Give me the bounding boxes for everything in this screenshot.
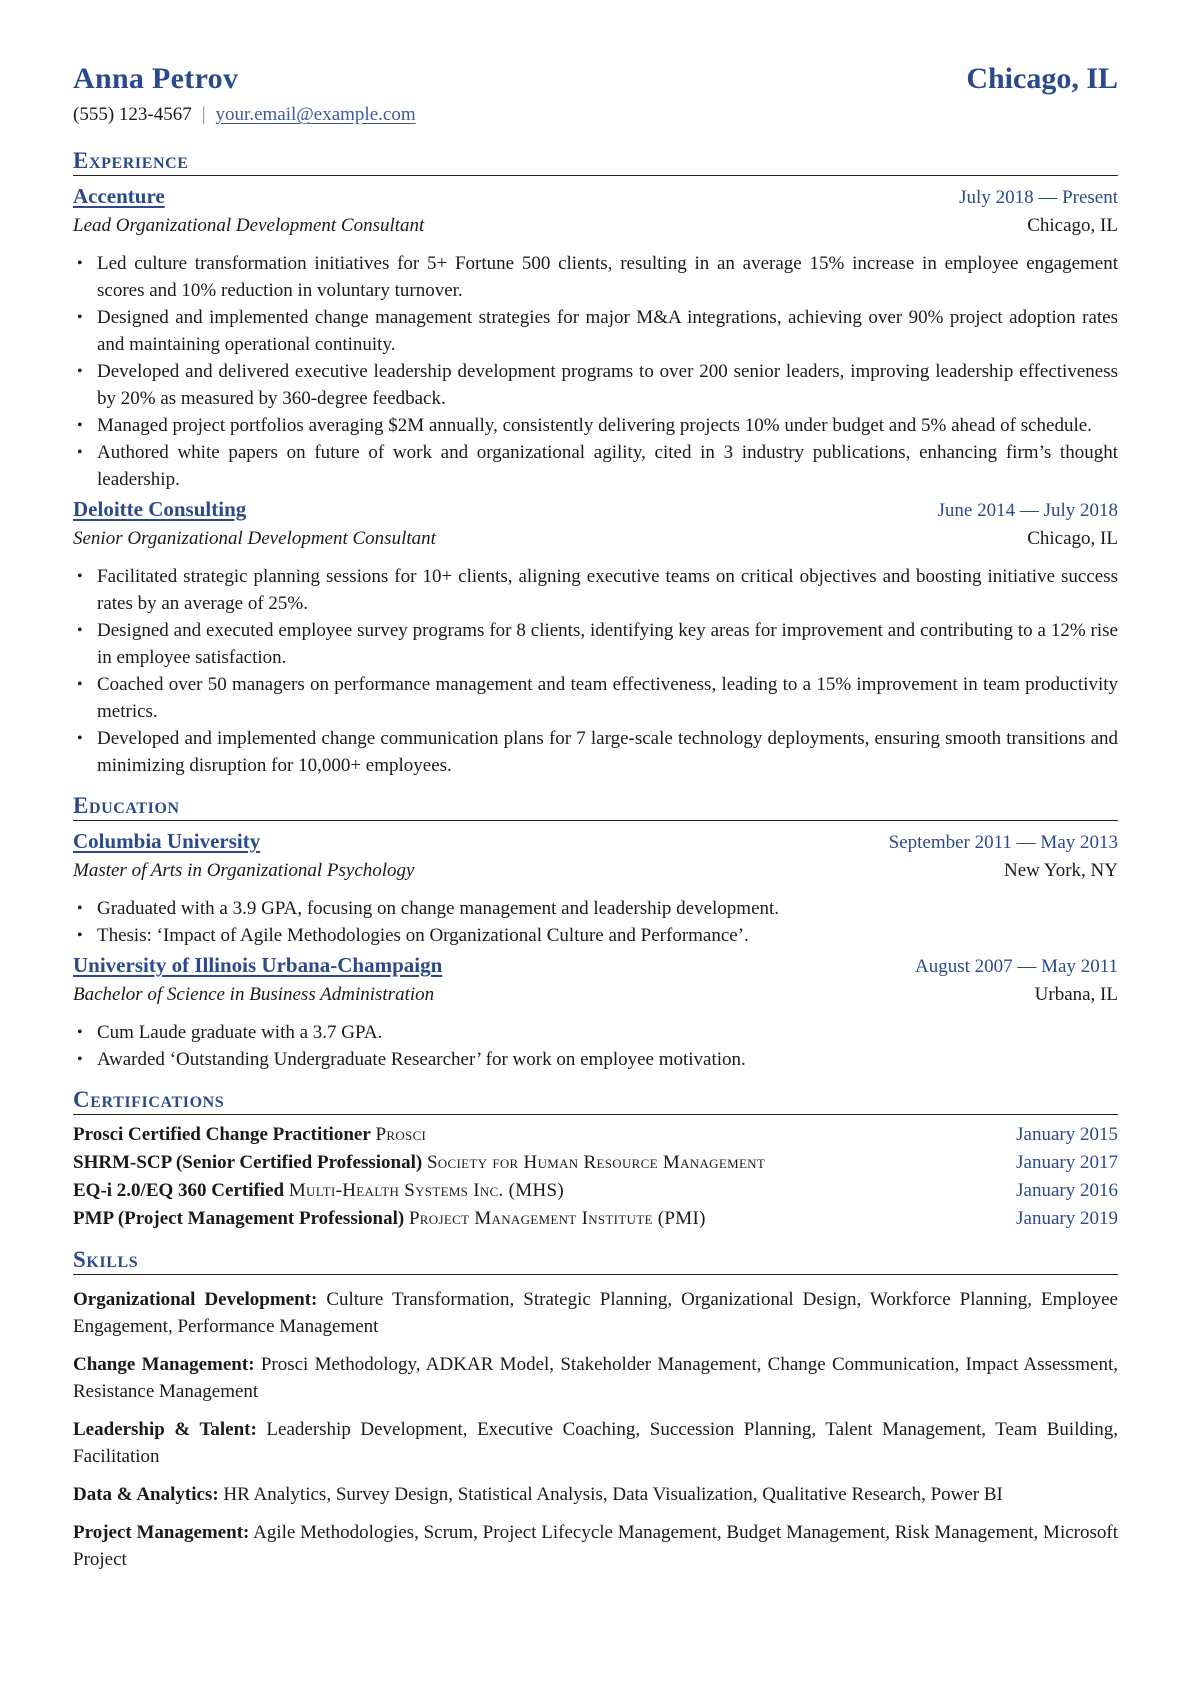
- section-heading-education: Education: [73, 793, 1118, 821]
- skill-group-label: Leadership & Talent:: [73, 1419, 257, 1440]
- list-item: • Led culture transformation initiatives for 5+ Fortune 500 clients, resulting in an average 15% increase in employee engagement scores and 10% reduction in voluntary turnover.: [97, 250, 1118, 304]
- skill-group-label: Data & Analytics:: [73, 1484, 219, 1505]
- employer-link[interactable]: Accenture: [73, 184, 165, 208]
- list-item: • Designed and executed employee survey programs for 8 clients, identifying key areas for improvement and contributing to a 12% rise in employee satisfaction.: [97, 617, 1118, 671]
- list-item: • Cum Laude graduate with a 3.7 GPA.: [97, 1019, 1118, 1046]
- skill-group: [73, 1481, 1118, 1508]
- skill-group: [73, 1416, 1118, 1470]
- certification-date: January 2019: [1016, 1208, 1118, 1229]
- degree: Master of Arts in Organizational Psychology: [73, 860, 415, 881]
- resume-page: [73, 62, 1118, 1573]
- skill-group-label: Change Management:: [73, 1354, 255, 1375]
- section-heading-experience: Experience: [73, 148, 1118, 176]
- skill-group-items: Culture Transformation, Strategic Planning, Organizational Design, Workforce Planning, Employee Engagement, Performance Management: [73, 1289, 1118, 1337]
- achievement-list: [73, 250, 1118, 493]
- list-item: • Developed and delivered executive leadership development programs to over 200 senior leaders, improving leadership effectiveness by 20% as measured by 360-degree feedback.: [97, 358, 1118, 412]
- contact-separator: |: [201, 104, 206, 125]
- skill-group: [73, 1519, 1118, 1573]
- education-section: [73, 793, 1118, 1073]
- skill-group: [73, 1286, 1118, 1340]
- job-title: Senior Organizational Development Consultant: [73, 528, 436, 549]
- study-dates: September 2011 — May 2013: [888, 832, 1118, 853]
- resume-header: [73, 62, 1118, 96]
- study-dates: August 2007 — May 2011: [914, 956, 1118, 977]
- education-detail-list: [73, 1019, 1118, 1073]
- certification-name: Prosci Certified Change Practitioner: [73, 1124, 371, 1145]
- certification-issuer: Prosci: [375, 1124, 427, 1145]
- employer-link[interactable]: Deloitte Consulting: [73, 497, 247, 521]
- list-item: • Managed project portfolios averaging $2M annually, consistently delivering projects 10% under budget and 5% ahead of schedule.: [97, 412, 1118, 439]
- list-item: • Awarded ‘Outstanding Undergraduate Researcher’ for work on employee motivation.: [97, 1046, 1118, 1073]
- contact-line: [73, 104, 1118, 126]
- section-heading-skills: Skills: [73, 1247, 1118, 1275]
- skills-section: [73, 1247, 1118, 1573]
- list-item: • Facilitated strategic planning sessions for 10+ clients, aligning executive teams on critical objectives and boosting initiative success rates by an average of 25%.: [97, 563, 1118, 617]
- skill-group-items: Leadership Development, Executive Coaching, Succession Planning, Talent Management, Team Building, Facilitation: [73, 1419, 1118, 1467]
- certification-issuer: Project Management Institute (PMI): [408, 1208, 706, 1229]
- certification-issuer: Society for Human Resource Management: [426, 1152, 766, 1173]
- list-item: • Coached over 50 managers on performance management and team effectiveness, leading to a 15% improvement in team productivity metrics.: [97, 671, 1118, 725]
- list-item: • Thesis: ‘Impact of Agile Methodologies on Organizational Culture and Performance’.: [97, 922, 1118, 949]
- experience-entry: [73, 182, 1118, 493]
- skill-group-label: Organizational Development:: [73, 1289, 318, 1310]
- email-link[interactable]: your.email@example.com: [215, 104, 416, 125]
- school-link[interactable]: University of Illinois Urbana-Champaign: [73, 953, 443, 977]
- certification-date: January 2016: [1016, 1180, 1118, 1201]
- employment-dates: July 2018 — Present: [959, 187, 1118, 208]
- skill-group: [73, 1351, 1118, 1405]
- certification-date: January 2017: [1016, 1152, 1118, 1173]
- degree: Bachelor of Science in Business Administration: [73, 984, 435, 1005]
- job-location: Chicago, IL: [1027, 215, 1118, 236]
- candidate-location: Chicago, IL: [966, 62, 1118, 95]
- employment-dates: June 2014 — July 2018: [937, 500, 1118, 521]
- skill-group-items: HR Analytics, Survey Design, Statistical Analysis, Data Visualization, Qualitative Research, Power BI: [223, 1484, 1003, 1505]
- job-location: Chicago, IL: [1027, 528, 1118, 549]
- certification-name: EQ-i 2.0/EQ 360 Certified: [73, 1180, 285, 1201]
- candidate-name: Anna Petrov: [73, 62, 239, 95]
- school-location: Urbana, IL: [1034, 984, 1118, 1005]
- certifications-section: [73, 1087, 1118, 1233]
- experience-section: [73, 148, 1118, 779]
- certification-row: [73, 1205, 1118, 1233]
- list-item: • Authored white papers on future of work and organizational agility, cited in 3 industry publications, enhancing firm’s thought leadership.: [97, 439, 1118, 493]
- school-link[interactable]: Columbia University: [73, 829, 261, 853]
- skill-group-items: Prosci Methodology, ADKAR Model, Stakeholder Management, Change Communication, Impact Assessment, Resistance Management: [73, 1354, 1118, 1402]
- certification-date: January 2015: [1016, 1124, 1118, 1145]
- certification-row: [73, 1149, 1118, 1177]
- skill-group-label: Project Management:: [73, 1522, 250, 1543]
- school-location: New York, NY: [1003, 860, 1118, 881]
- list-item: • Graduated with a 3.9 GPA, focusing on change management and leadership development.: [97, 895, 1118, 922]
- list-item: • Designed and implemented change management strategies for major M&A integrations, achieving over 90% project adoption rates and maintaining operational continuity.: [97, 304, 1118, 358]
- certification-name: SHRM-SCP (Senior Certified Professional): [73, 1152, 423, 1173]
- certification-name: PMP (Project Management Professional): [73, 1208, 405, 1229]
- list-item: • Developed and implemented change communication plans for 7 large-scale technology deployments, ensuring smooth transitions and minimizing disruption for 10,000+ employees.: [97, 725, 1118, 779]
- section-heading-certifications: Certifications: [73, 1087, 1118, 1115]
- achievement-list: [73, 563, 1118, 779]
- certification-row: [73, 1177, 1118, 1205]
- education-detail-list: [73, 895, 1118, 949]
- certification-row: [73, 1121, 1118, 1149]
- certification-issuer: Multi-Health Systems Inc. (MHS): [288, 1180, 564, 1201]
- education-entry: [73, 827, 1118, 949]
- job-title: Lead Organizational Development Consultant: [73, 215, 425, 236]
- skill-group-items: Agile Methodologies, Scrum, Project Lifecycle Management, Budget Management, Risk Management, Microsoft Project: [73, 1522, 1118, 1570]
- education-entry: [73, 951, 1118, 1073]
- experience-entry: [73, 495, 1118, 779]
- phone-number: (555) 123-4567: [73, 104, 192, 125]
